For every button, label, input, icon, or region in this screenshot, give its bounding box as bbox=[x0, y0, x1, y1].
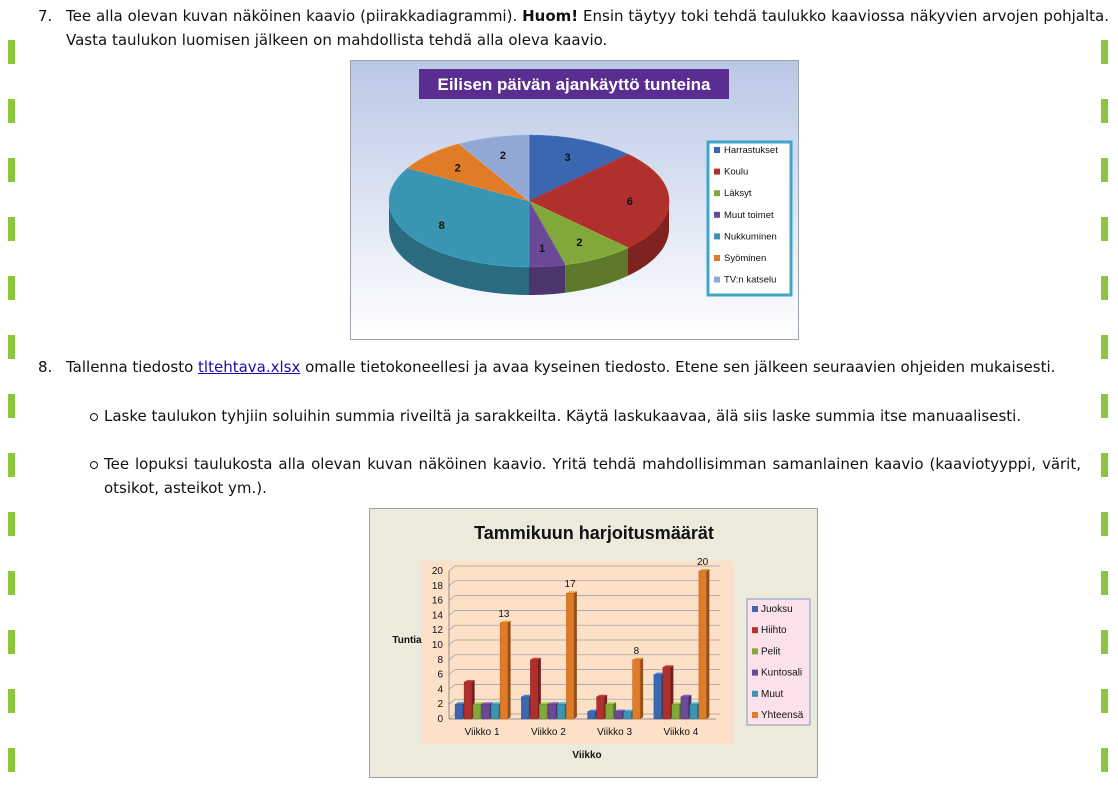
y-tick-label: 16 bbox=[431, 595, 443, 607]
bar-data-label: 8 bbox=[633, 645, 640, 657]
border-dash bbox=[8, 630, 15, 654]
bar-side bbox=[640, 658, 643, 719]
chart-title: Tammikuun harjoitusmäärät bbox=[474, 523, 714, 543]
sub-item-text: Laske taulukon tyhjiin soluihin summia riveiltä ja sarakkeilta. Käytä laskukaavaa, älä siis laske summia itse manuaalisesti. bbox=[104, 407, 1022, 425]
bar bbox=[455, 704, 463, 719]
pie-chart bbox=[351, 61, 798, 339]
y-tick-label: 2 bbox=[437, 699, 443, 711]
file-download-link[interactable]: tltehtava.xlsx bbox=[198, 358, 301, 376]
bar bbox=[588, 712, 596, 719]
legend-label: Syöminen bbox=[724, 253, 767, 264]
legend-label: Hiihto bbox=[761, 625, 787, 637]
y-tick-label: 10 bbox=[431, 640, 443, 651]
item-text: Tallenna tiedosto bbox=[66, 358, 199, 376]
item-number: 8. bbox=[38, 358, 53, 376]
legend-label: Nukkuminen bbox=[724, 231, 777, 243]
y-tick-label: 0 bbox=[437, 714, 443, 725]
legend-swatch bbox=[752, 606, 758, 612]
pie-data-label: 1 bbox=[539, 243, 546, 256]
border-dash bbox=[8, 571, 15, 595]
legend-label: Pelit bbox=[761, 646, 781, 658]
border-dash bbox=[8, 689, 15, 713]
bar bbox=[663, 667, 671, 719]
exercise-item-7 bbox=[38, 4, 1109, 52]
border-dash bbox=[8, 40, 15, 64]
bar bbox=[473, 704, 481, 719]
legend-label: Läksyt bbox=[724, 188, 752, 200]
bar-side bbox=[574, 591, 577, 719]
note-emphasis: Huom! bbox=[522, 7, 579, 25]
sub-item-text: Tee lopuksi taulukosta alla olevan kuvan näköinen kaavio. Yritä tehdä mahdollisimman samanlainen kaavio (kaaviotyyppi, värit, otsikot, asteikot ym.). bbox=[104, 455, 1081, 497]
legend-label: TV:n katselu bbox=[724, 274, 777, 286]
border-dash bbox=[1101, 630, 1108, 654]
bar bbox=[539, 704, 547, 719]
border-dash bbox=[8, 512, 15, 536]
pie-data-label: 8 bbox=[438, 219, 445, 232]
bar-data-label: 17 bbox=[564, 579, 576, 591]
x-tick-label: Viikko 1 bbox=[464, 727, 500, 738]
y-tick-label: 8 bbox=[437, 654, 443, 666]
bar bbox=[557, 704, 565, 719]
pie-data-label: 3 bbox=[564, 152, 571, 165]
bar bbox=[548, 704, 556, 719]
bar bbox=[633, 660, 641, 719]
legend-swatch bbox=[714, 169, 720, 175]
border-dash bbox=[1101, 394, 1108, 418]
legend-label: Kuntosali bbox=[761, 667, 803, 679]
bar bbox=[530, 660, 538, 719]
border-dash bbox=[8, 748, 15, 772]
legend-swatch bbox=[714, 147, 720, 153]
bar bbox=[699, 571, 707, 719]
x-tick-label: Viikko 2 bbox=[530, 727, 566, 738]
border-dash bbox=[1101, 276, 1108, 300]
legend-swatch bbox=[714, 190, 720, 196]
bar-side bbox=[706, 569, 709, 719]
bullet-icon bbox=[90, 413, 98, 421]
bar-chart bbox=[370, 509, 817, 777]
y-tick-label: 14 bbox=[431, 610, 443, 622]
bar bbox=[500, 623, 508, 719]
bullet-icon bbox=[90, 461, 98, 469]
bar bbox=[690, 704, 698, 719]
pie-data-label: 2 bbox=[454, 162, 461, 175]
legend-label: Juoksu bbox=[761, 604, 793, 615]
border-dash bbox=[1101, 512, 1108, 536]
border-dash bbox=[8, 158, 15, 182]
x-tick-label: Viikko 4 bbox=[663, 727, 699, 738]
pie-data-label: 2 bbox=[576, 237, 583, 250]
x-axis-title: Viikko bbox=[572, 750, 602, 761]
border-dash bbox=[1101, 748, 1108, 772]
legend-swatch bbox=[752, 691, 758, 697]
legend-label: Muut bbox=[761, 688, 784, 700]
legend-swatch bbox=[714, 277, 720, 283]
pie-data-label: 6 bbox=[626, 196, 633, 208]
y-tick-label: 20 bbox=[431, 566, 443, 577]
bar bbox=[464, 682, 472, 719]
legend-swatch bbox=[714, 212, 720, 218]
legend-swatch bbox=[714, 233, 720, 239]
border-dash bbox=[8, 335, 15, 359]
legend-swatch bbox=[752, 627, 758, 633]
border-dash bbox=[1101, 99, 1108, 123]
bar bbox=[606, 704, 614, 719]
border-dash bbox=[8, 276, 15, 300]
legend-label: Koulu bbox=[724, 166, 749, 178]
bar bbox=[521, 697, 529, 719]
bar bbox=[566, 593, 574, 719]
legend-swatch bbox=[714, 255, 720, 261]
border-dash bbox=[1101, 689, 1108, 713]
legend-swatch bbox=[752, 712, 758, 718]
pie-data-label: 2 bbox=[499, 150, 506, 163]
bar bbox=[654, 675, 662, 719]
border-dash bbox=[1101, 158, 1108, 182]
bar bbox=[615, 712, 623, 719]
bar bbox=[672, 704, 680, 719]
bar bbox=[624, 712, 632, 719]
bar bbox=[491, 704, 499, 719]
legend-label: Harrastukset bbox=[724, 145, 778, 156]
item-text-continued: Ensin täytyy toki tehdä taulukko kaaviossa näkyvien arvojen pohjalta. Vasta taulukon luomisen jälkeen on mahdollista tehdä alla oleva kaavio. bbox=[66, 7, 1110, 49]
y-tick-label: 12 bbox=[431, 625, 443, 637]
bar bbox=[482, 704, 490, 719]
item-text-continued: omalle tietokoneellesi ja avaa kyseinen tiedosto. Etene sen jälkeen seuraavien ohjeiden mukaisesti. bbox=[300, 358, 1056, 376]
pie-chart-figure bbox=[350, 60, 799, 340]
exercise-item-8 bbox=[38, 355, 1109, 379]
item-text: Tee alla olevan kuvan näköinen kaavio (piirakkadiagrammi). bbox=[66, 7, 523, 25]
y-tick-label: 6 bbox=[437, 669, 443, 681]
chart-legend bbox=[747, 599, 810, 725]
x-tick-label: Viikko 3 bbox=[597, 727, 633, 738]
chart-title: Eilisen päivän ajankäyttö tunteina bbox=[437, 75, 711, 94]
border-dash bbox=[1101, 571, 1108, 595]
border-dash bbox=[1101, 453, 1108, 477]
legend-label: Yhteensä bbox=[761, 710, 804, 721]
sub-item-sums bbox=[38, 404, 1081, 428]
pie-slice-side bbox=[529, 265, 565, 295]
bar-data-label: 20 bbox=[697, 557, 709, 568]
border-dash bbox=[8, 99, 15, 123]
border-dash bbox=[8, 217, 15, 241]
bar-data-label: 13 bbox=[498, 608, 510, 620]
bar bbox=[681, 697, 689, 719]
legend-label: Muut toimet bbox=[724, 209, 774, 221]
y-tick-label: 4 bbox=[437, 684, 443, 696]
y-axis-title: Tuntia bbox=[392, 635, 422, 646]
bar bbox=[597, 697, 605, 719]
legend-swatch bbox=[752, 670, 758, 676]
sub-item-chart bbox=[38, 452, 1081, 500]
bar-chart-figure bbox=[369, 508, 818, 778]
bar-side bbox=[508, 621, 511, 719]
legend-swatch bbox=[752, 648, 758, 654]
border-dash bbox=[1101, 217, 1108, 241]
item-number: 7. bbox=[38, 7, 53, 25]
y-tick-label: 18 bbox=[431, 580, 443, 592]
border-dash bbox=[8, 453, 15, 477]
border-dash bbox=[8, 394, 15, 418]
